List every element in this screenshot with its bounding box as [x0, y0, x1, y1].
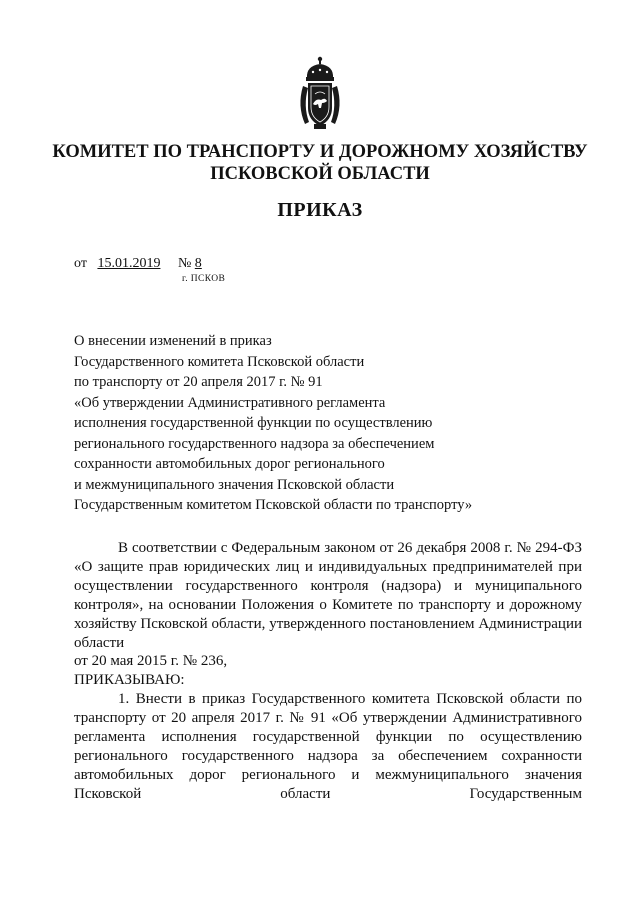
subject-line: О внесении изменений в приказ	[74, 333, 272, 349]
subject-line: сохранности автомобильных дорог регионального	[74, 456, 385, 472]
subject-line: Государственного комитета Псковской области	[74, 353, 365, 370]
document-subject	[74, 331, 574, 516]
document-number-label: №	[177, 256, 192, 271]
subject-line: и межмуниципального значения Псковской области	[74, 476, 395, 493]
order-directive-word: ПРИКАЗЫВАЮ:	[74, 672, 185, 689]
subject-line: по транспорту от 20 апреля 2017 г. № 91	[74, 374, 323, 390]
organization-title	[40, 141, 600, 185]
preamble-ending: от 20 мая 2015 г. № 236,	[74, 653, 228, 670]
document-type-heading: ПРИКАЗ	[277, 199, 363, 221]
organization-title-line-1: КОМИТЕТ ПО ТРАНСПОРТУ И ДОРОЖНОМУ ХОЗЯЙСТВУ	[52, 142, 588, 162]
date-from-label: от	[74, 256, 87, 271]
preamble-paragraph: В соответствии с Федеральным законом от 26 декабря 2008 г. № 294-ФЗ «О защите прав юридических лиц и индивидуальных предпринимателей при осуществлении государственного контроля (надзора) и муниципального контроля», на основании Положения о Комитете по транспорту и дорожному хозяйству Псковской области, утвержденного постановлением Администрации области	[74, 540, 582, 651]
city-label: г. ПСКОВ	[182, 274, 226, 284]
date-and-number-line	[74, 256, 202, 272]
organization-title-line-2: ПСКОВСКОЙ ОБЛАСТИ	[210, 164, 430, 184]
coat-of-arms-emblem	[297, 56, 343, 130]
document-body	[74, 539, 582, 804]
order-item-1: 1. Внести в приказ Государственного комитета Псковской области по транспорту от 20 апреля 2017 г. № 91 «Об утверждении Административного регламента исполнения государственной функции по осуществлению регионального государственного надзора за обеспечением сохранности автомобильных дорог регионального и межмуниципального значения Псковской области Государственным	[74, 691, 582, 802]
subject-line: регионального государственного надзора за обеспечением	[74, 435, 435, 452]
subject-line: «Об утверждении Административного регламента	[74, 394, 386, 411]
document-number: 8	[194, 256, 202, 271]
subject-line: Государственным комитетом Псковской области по транспорту»	[74, 497, 473, 513]
subject-line: исполнения государственной функции по осуществлению	[74, 415, 433, 431]
document-date: 15.01.2019	[97, 256, 161, 271]
